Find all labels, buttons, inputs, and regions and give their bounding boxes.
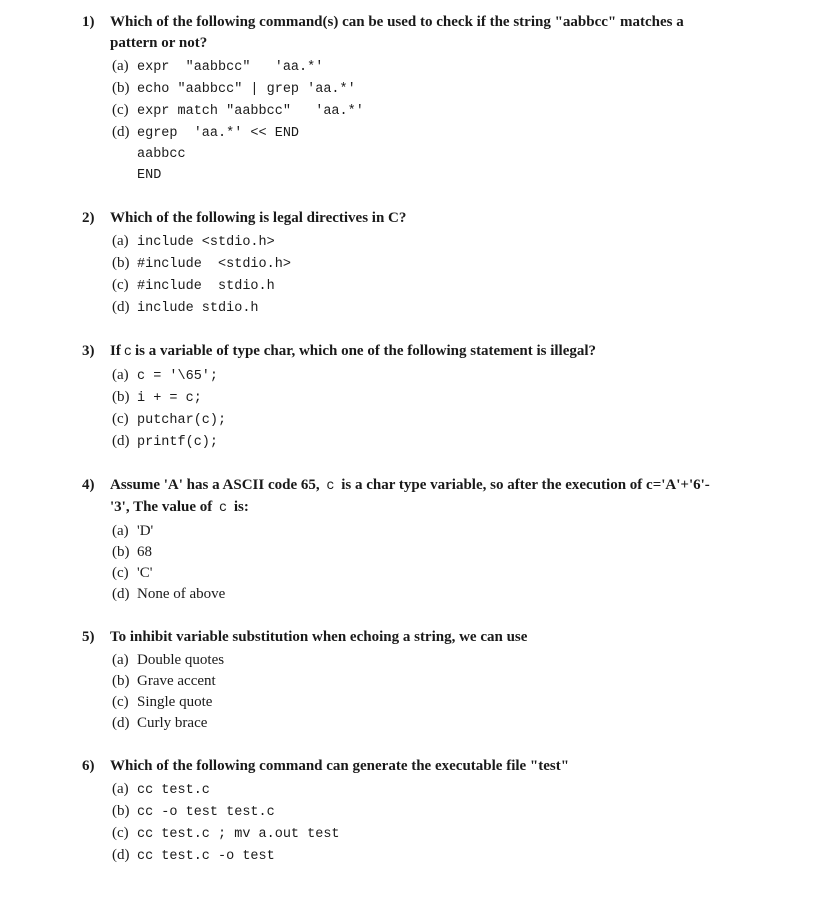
stem-text-segment: Which of the following command can generate the executable file "test"	[110, 758, 570, 774]
option-label: (d)	[112, 586, 130, 602]
answer-option	[112, 78, 797, 100]
option-list	[112, 779, 797, 867]
stem-text-segment: If	[110, 343, 121, 359]
question-header	[82, 756, 797, 777]
question-number: 4)	[82, 477, 95, 493]
question	[82, 208, 797, 319]
answer-option	[112, 100, 797, 122]
option-body	[137, 779, 210, 801]
question-header	[82, 475, 797, 519]
question-number: 2)	[82, 210, 95, 226]
option-list	[112, 650, 797, 734]
option-text: #include <stdio.h>	[137, 257, 291, 272]
answer-option	[112, 409, 797, 431]
option-body	[137, 387, 202, 409]
stem-text-segment: is:	[230, 499, 249, 515]
option-label: (d)	[112, 433, 130, 449]
answer-option	[112, 542, 797, 563]
option-text: expr match "aabbcc" 'aa.*'	[137, 104, 364, 119]
option-label: (c)	[112, 411, 129, 427]
option-label: (b)	[112, 803, 130, 819]
question-stem	[110, 475, 722, 519]
stem-code-segment: c	[218, 501, 228, 516]
option-label: (b)	[112, 544, 130, 560]
option-body	[137, 671, 216, 692]
option-body	[137, 584, 225, 605]
question	[82, 341, 797, 453]
answer-option	[112, 801, 797, 823]
option-label: (b)	[112, 673, 130, 689]
option-label: (a)	[112, 652, 129, 668]
stem-code-segment: c	[123, 345, 132, 360]
answer-option	[112, 845, 797, 867]
question-stem	[110, 12, 722, 54]
option-label: (a)	[112, 367, 129, 383]
stem-text-segment: is a variable of type char, which one of the following statement is illegal?	[134, 343, 597, 359]
option-label: (b)	[112, 255, 130, 271]
question-header	[82, 12, 797, 54]
question	[82, 627, 797, 734]
option-label: (a)	[112, 523, 129, 539]
option-text: echo "aabbcc" | grep 'aa.*'	[137, 82, 356, 97]
answer-option	[112, 521, 797, 542]
question	[82, 12, 797, 186]
stem-text-segment: Assume 'A' has a ASCII code 65,	[110, 477, 324, 493]
option-body	[137, 297, 259, 319]
answer-option	[112, 779, 797, 801]
option-label: (c)	[112, 825, 129, 841]
question-stem	[110, 341, 596, 363]
option-body	[137, 521, 153, 542]
option-text: expr "aabbcc" 'aa.*'	[137, 60, 324, 75]
question-header	[82, 208, 797, 229]
option-body	[137, 100, 364, 122]
answer-option	[112, 823, 797, 845]
option-body	[137, 542, 152, 563]
option-text: Curly brace	[137, 715, 208, 731]
option-text: None of above	[137, 586, 226, 602]
option-continuation-line: END	[137, 168, 162, 183]
answer-option	[112, 563, 797, 584]
stem-text-segment: is a char type variable, so after the execution of c='A'+'6'-'3', The value of	[110, 477, 710, 515]
question	[82, 475, 797, 605]
option-text: Grave accent	[137, 673, 216, 689]
answer-option	[112, 584, 797, 605]
option-text: egrep 'aa.*' << END	[137, 126, 300, 141]
option-label: (d)	[112, 299, 130, 315]
option-text: include <stdio.h>	[137, 235, 275, 250]
answer-option	[112, 297, 797, 319]
answer-option	[112, 387, 797, 409]
option-body	[137, 56, 323, 78]
option-label: (c)	[112, 565, 129, 581]
stem-text-segment: Which of the following is legal directives in C?	[110, 210, 407, 226]
option-continuation-line: aabbcc	[137, 147, 186, 162]
answer-option	[112, 692, 797, 713]
option-list	[112, 521, 797, 605]
question-header	[82, 341, 797, 363]
option-body	[137, 563, 152, 584]
question-stem	[110, 627, 527, 648]
option-list	[112, 365, 797, 453]
option-list	[112, 56, 797, 186]
option-body	[137, 231, 275, 253]
question-stem	[110, 208, 406, 229]
option-text: i + = c;	[137, 391, 202, 406]
option-label: (a)	[112, 781, 129, 797]
question	[82, 756, 797, 867]
option-label: (b)	[112, 80, 130, 96]
option-text: include stdio.h	[137, 301, 259, 316]
answer-option	[112, 56, 797, 78]
option-body	[137, 823, 340, 845]
option-body	[137, 409, 226, 431]
option-label: (c)	[112, 102, 129, 118]
option-label: (d)	[112, 847, 130, 863]
answer-option	[112, 231, 797, 253]
answer-option	[112, 365, 797, 387]
question-number: 1)	[82, 14, 95, 30]
option-label: (a)	[112, 233, 129, 249]
question-header	[82, 627, 797, 648]
option-list	[112, 231, 797, 319]
option-body	[137, 78, 356, 100]
answer-option	[112, 275, 797, 297]
option-body	[137, 122, 299, 186]
option-text: #include stdio.h	[137, 279, 275, 294]
option-text: printf(c);	[137, 435, 219, 450]
stem-text-segment: Which of the following command(s) can be used to check if the string "aabbcc" matches a pattern or not?	[110, 14, 684, 51]
option-label: (d)	[112, 124, 130, 140]
answer-option	[112, 650, 797, 671]
stem-code-segment: c	[326, 479, 335, 494]
answer-option	[112, 122, 797, 186]
answer-option	[112, 713, 797, 734]
option-body	[137, 650, 224, 671]
option-text: cc test.c -o test	[137, 849, 275, 864]
option-body	[137, 431, 218, 453]
question-number: 6)	[82, 758, 95, 774]
option-text: c = '\65';	[137, 369, 219, 384]
option-text: 'D'	[137, 523, 154, 539]
question-stem	[110, 756, 569, 777]
option-text: Single quote	[137, 694, 213, 710]
option-label: (c)	[112, 277, 129, 293]
option-text: Double quotes	[137, 652, 225, 668]
option-body	[137, 801, 275, 823]
question-list	[82, 12, 797, 867]
option-body	[137, 275, 275, 297]
option-body	[137, 713, 207, 734]
option-label: (b)	[112, 389, 130, 405]
option-body	[137, 253, 291, 275]
option-text: 'C'	[137, 565, 153, 581]
option-text: cc test.c ; mv a.out test	[137, 827, 340, 842]
stem-text-segment: To inhibit variable substitution when echoing a string, we can use	[110, 629, 528, 645]
question-number: 5)	[82, 629, 95, 645]
option-text: putchar(c);	[137, 413, 227, 428]
answer-option	[112, 253, 797, 275]
option-body	[137, 845, 275, 867]
option-text: 68	[137, 544, 152, 560]
option-label: (d)	[112, 715, 130, 731]
option-label: (a)	[112, 58, 129, 74]
answer-option	[112, 671, 797, 692]
option-body	[137, 365, 218, 387]
answer-option	[112, 431, 797, 453]
option-body	[137, 692, 212, 713]
option-text: cc -o test test.c	[137, 805, 275, 820]
option-text: cc test.c	[137, 783, 210, 798]
question-number: 3)	[82, 343, 95, 359]
option-label: (c)	[112, 694, 129, 710]
